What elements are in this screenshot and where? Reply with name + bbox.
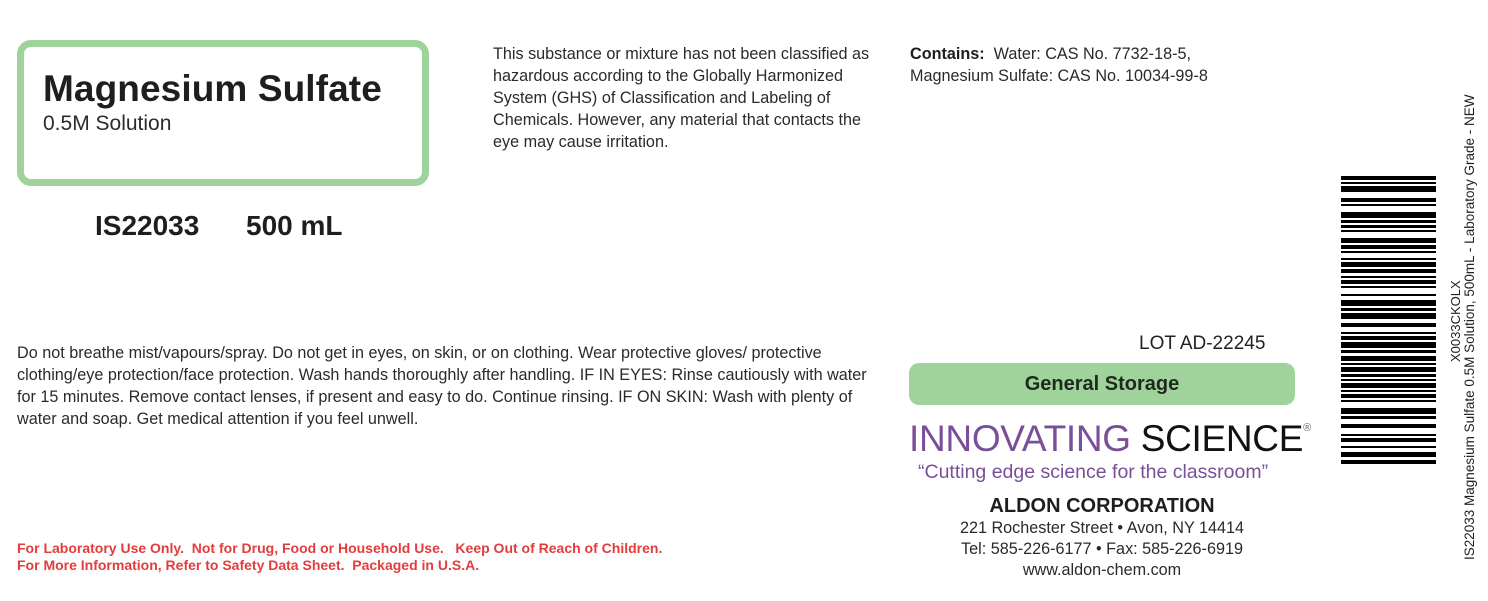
precautionary-statement: Do not breathe mist/vapours/spray. Do not get in eyes, on skin, or on clothing. Wear protective gloves/ protective clothing/eye protection/face protection. Wash hands thoroughly after handling. IF IN EYES: Rinse cautiously with water for 15 minutes. Remove contact lenses, if present and easy to do. Continue rinsing. IF ON SKIN: Wash with plenty of water and soap. Get medical attention if you feel unwell. (17, 344, 867, 428)
company-info (909, 494, 1295, 581)
disclaimer (17, 540, 662, 574)
brand-word-innovating: INNOVATING (909, 418, 1131, 459)
hazard-statement: This substance or mixture has not been classified as hazardous according to the Globally Harmonized System (GHS) of Classification and Labeling of Chemicals. However, any material that contacts the eye may cause irritation. (493, 45, 870, 151)
storage-badge (909, 363, 1295, 405)
product-concentration: 0.5M Solution (43, 112, 172, 135)
contains-block (910, 44, 1330, 88)
brand-word-science: SCIENCE (1140, 418, 1304, 459)
company-address: 221 Rochester Street • Avon, NY 14414 (959, 519, 1245, 537)
product-name: Magnesium Sulfate (43, 68, 382, 109)
barcode-number: X0033CKOLX (1448, 280, 1463, 362)
registered-icon: ® (1303, 422, 1311, 434)
contains-line-2: Magnesium Sulfate: CAS No. 10034-99-8 (910, 66, 1208, 85)
barcode-description: IS22033 Magnesium Sulfate 0.5M Solution, 500mL - Laboratory Grade - NEW (1462, 94, 1477, 560)
disclaimer-line-2: For More Information, Refer to Safety Data Sheet. Packaged in U.S.A. (17, 557, 480, 573)
product-volume: 500 mL (246, 210, 343, 241)
contains-label: Contains: (910, 45, 985, 63)
company-name: ALDON CORPORATION (989, 495, 1215, 517)
catalog-number: IS22033 (95, 210, 200, 241)
lot-number: LOT AD-22245 (1139, 333, 1266, 354)
brand-tagline: “Cutting edge science for the classroom” (918, 461, 1269, 483)
company-website: www.aldon-chem.com (1022, 561, 1182, 579)
contains-line-1: Water: CAS No. 7732-18-5, (993, 45, 1191, 63)
barcode-icon (1341, 176, 1436, 464)
disclaimer-line-1: For Laboratory Use Only. Not for Drug, Food or Household Use. Keep Out of Reach of Children. (17, 540, 663, 556)
company-phone: Tel: 585-226-6177 • Fax: 585-226-6919 (961, 540, 1243, 558)
storage-label: General Storage (1024, 372, 1180, 395)
brand-logo (909, 418, 1311, 460)
